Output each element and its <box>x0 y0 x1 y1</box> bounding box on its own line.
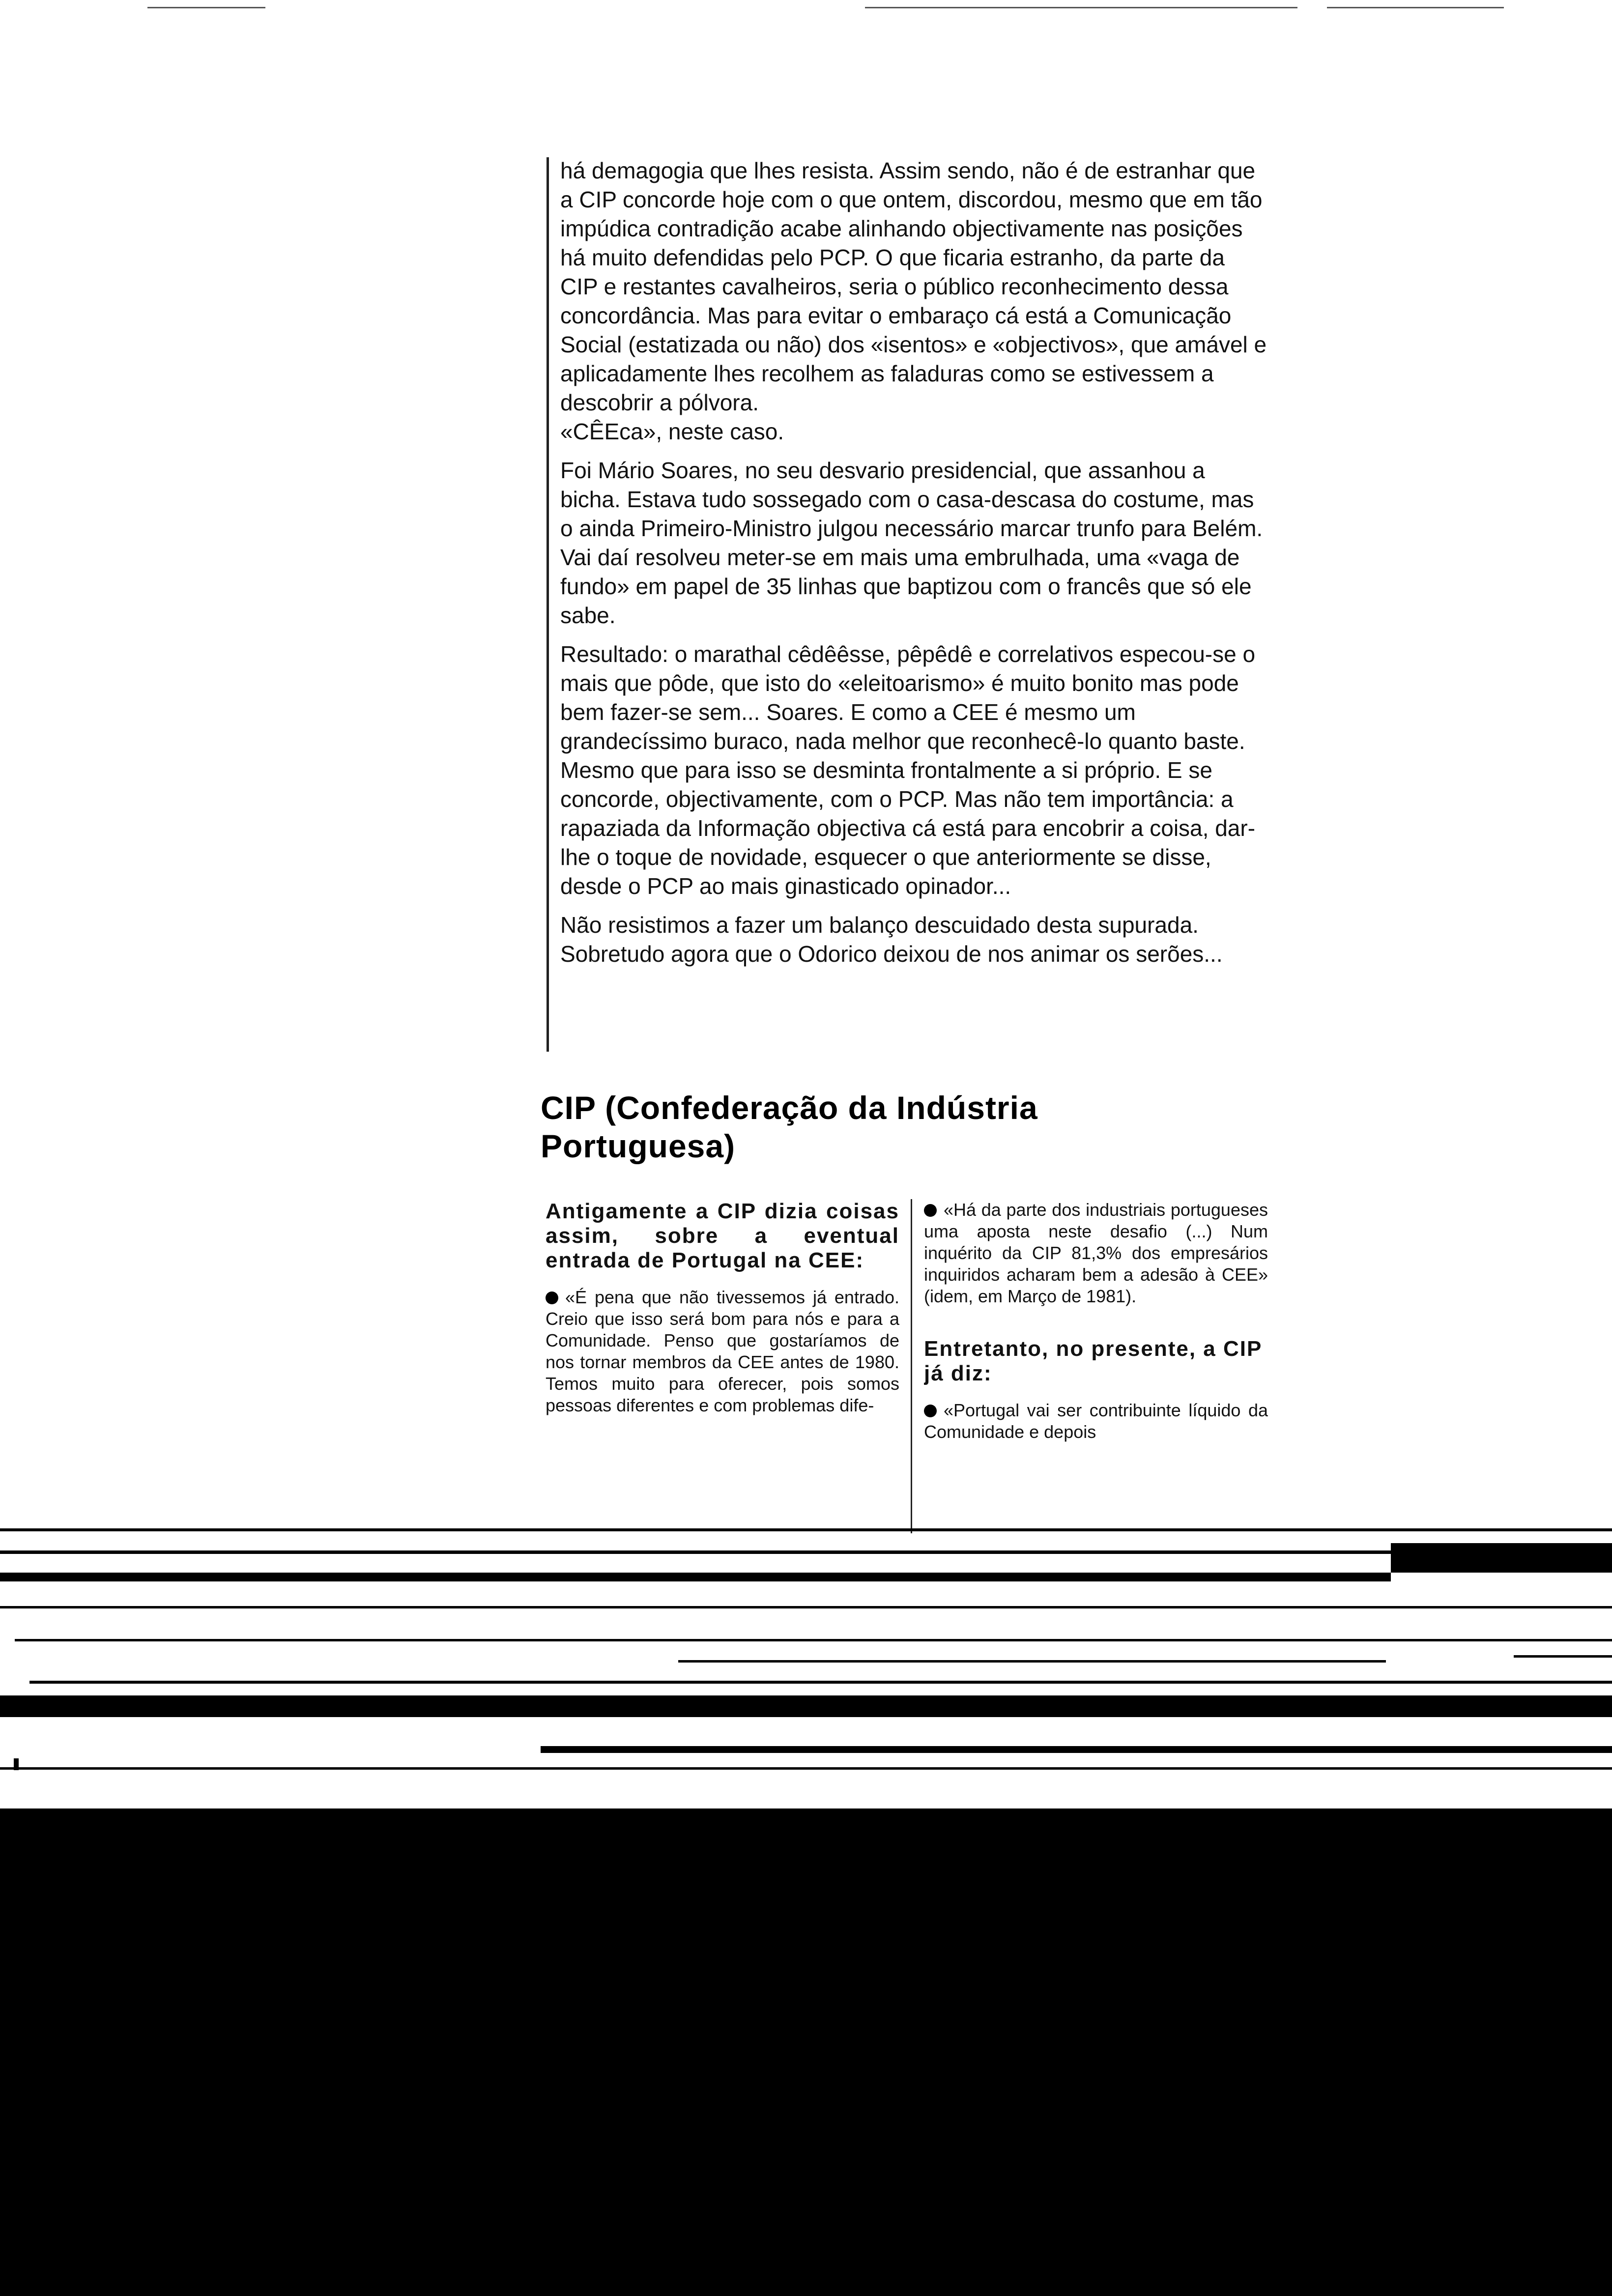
scan-line <box>1514 1655 1612 1658</box>
paragraph: Foi Mário Soares, no seu desvario presidencial, que assanhou a bicha. Estava tudo sossegado com o casa-descasa do costume, mas o ainda Primeiro-Ministro julgou necessário marcar trunfo para Belém. Vai daí resolveu meter-se em mais uma embrulhada, uma «vaga de fundo» em papel de 35 linhas que baptizou com o francês que só ele sabe. <box>560 458 1263 628</box>
column-intro: Entretanto, no presente, a CIP já diz: <box>924 1337 1262 1385</box>
scan-line <box>678 1660 1386 1663</box>
paragraph: Não resistimos a fazer um balanço descuidado desta supurada. Sobretudo agora que o Odorico deixou de nos animar os serões... <box>560 912 1223 967</box>
quote <box>924 1199 1268 1307</box>
quote <box>924 1400 1268 1443</box>
column-a <box>546 1199 899 1533</box>
section-headline: CIP (Confederação da Indústria Portuguesa) <box>541 1090 1038 1164</box>
scan-line <box>1391 1543 1612 1573</box>
scan-noise <box>147 7 265 8</box>
bullet-icon <box>546 1292 558 1304</box>
scan-line <box>0 1767 1612 1770</box>
column-intro: Antigamente a CIP dizia coisas assim, sobre a eventual entrada de Portugal na CEE: <box>546 1199 899 1272</box>
quote-text: «É pena que não tivessemos já entrado. Creio que isso será bom para nós e para a Comunidade. Penso que gostaríamos de nos tornar membros da CEE antes de 1980. Temos muito para oferecer, pois somos pessoas diferentes e com problemas dife- <box>546 1287 899 1415</box>
paragraph: Resultado: o marathal cêdêêsse, pêpêdê e correlativos especou-se o mais que pôde, que isto do «eleitoarismo» é muito bonito mas pode bem fazer-se sem... Soares. E como a CEE é mesmo um grandecíssimo buraco, nada melhor que reconhecê-lo quanto baste. Mesmo que para isso se desminta frontalmente a si próprio. E se concorde, objectivamente, com o PCP. Mas não tem importância: a rapaziada da Informação objectiva cá está para encobrir a coisa, dar-lhe o toque de novidade, esquecer o que anteriormente se disse, desde o PCP ao mais ginasticado opinador... <box>560 641 1256 899</box>
scan-line <box>541 1746 1612 1753</box>
scan-noise <box>1327 7 1504 8</box>
bullet-icon <box>924 1204 937 1217</box>
bullet-icon <box>924 1405 937 1417</box>
scan-line <box>29 1681 1612 1684</box>
paragraph: «CÊEca», neste caso. <box>560 419 784 444</box>
column-rule <box>547 157 549 1052</box>
paragraph: há demagogia que lhes resista. Assim sendo, não é de estranhar que a CIP concorde hoje com o que ontem, discordou, mesmo que em tão impúdica contradição acabe alinhando objectivamente nas posições há muito defendidas pelo PCP. O que ficaria estranho, da parte da CIP e restantes cavalheiros, seria o público reconhecimento dessa concordância. Mas para evitar o embaraço cá está a Comunicação Social (estatizada ou não) dos «isentos» e «objectivos», que amável e aplicadamente lhes recolhem as faladuras como se estivessem a descobrir a pólvora. <box>560 158 1267 415</box>
quote <box>546 1287 899 1416</box>
column-b <box>924 1199 1268 1533</box>
scan-line <box>0 1573 1391 1581</box>
scan-line <box>0 1528 1612 1531</box>
quote-text: «Portugal vai ser contribuinte líquido da Comunidade e depois <box>924 1400 1268 1442</box>
scan-line <box>15 1639 1612 1641</box>
scan-line <box>0 1606 1612 1608</box>
main-text-column <box>560 156 1268 978</box>
scan-line <box>14 1758 19 1770</box>
black-band <box>0 1808 1612 2296</box>
scan-line <box>0 1550 1612 1554</box>
scan-noise <box>865 7 1297 8</box>
scan-line <box>0 1695 1612 1717</box>
quote-text: «Há da parte dos industriais portugueses uma aposta neste desafio (...) Num inquérito da CIP 81,3% dos empresários inquiridos acharam bem a adesão à CEE» (idem, em Março de 1981). <box>924 1200 1268 1306</box>
column-divider <box>911 1199 912 1533</box>
